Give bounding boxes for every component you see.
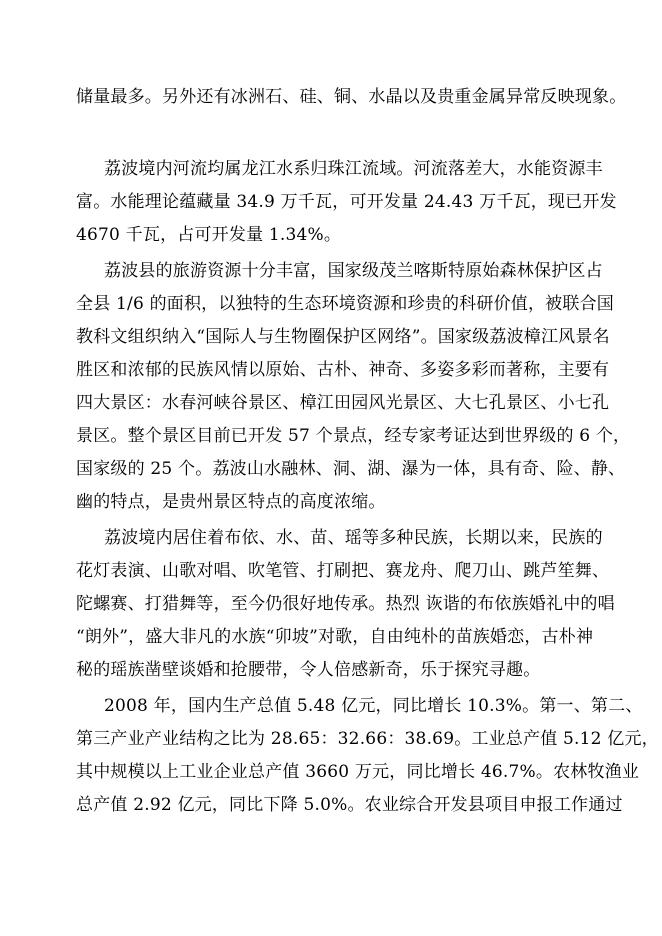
text-line: 全县 1/6 的面积，以独特的生态环境资源和珍贵的科研价值，被联合国 xyxy=(76,294,614,314)
text-line: 富。水能理论蕴藏量 34.9 万千瓦，可开发量 24.43 万千瓦，现已开发 xyxy=(76,192,617,212)
text-line: 幽的特点，是贵州景区特点的高度浓缩。 xyxy=(76,492,386,512)
text-line: 荔波境内河流均属龙江水系归珠江流域。河流落差大，水能资源丰 xyxy=(104,159,603,179)
text-line: 四大景区：水春河峡谷景区、樟江田园风光景区、大七孔景区、小七孔 xyxy=(76,393,610,413)
text-line: 胜区和浓郁的民族风情以原始、古朴、神奇、多姿多彩而著称，主要有 xyxy=(76,360,610,380)
text-line: 其中规模以上工业企业总产值 3660 万元，同比增长 46.7%。农林牧渔业 xyxy=(76,762,640,782)
text-line: 4670 千瓦，占可开发量 1.34%。 xyxy=(76,225,342,245)
text-line: 教科文组织纳入“国际人与生物圈保护区网络”。国家级荔波樟江风景名 xyxy=(76,327,610,347)
text-line: 2008 年，国内生产总值 5.48 亿元，同比增长 10.3%。第一、第二、 xyxy=(104,696,643,716)
text-line: 荔波境内居住着布依、水、苗、瑶等多种民族，长期以来，民族的 xyxy=(104,528,603,548)
text-line: 秘的瑶族凿壁谈婚和抢腰带，令人倍感新奇，乐于探究寻趣。 xyxy=(76,660,541,680)
text-line: 第三产业产业结构之比为 28.65：32.66：38.69。工业总产值 5.12 亿元， xyxy=(76,729,659,749)
text-line: “朗外”，盛大非凡的水族“卯坡”对歌，自由纯朴的苗族婚恋，古朴神 xyxy=(76,627,594,647)
text-line: 花灯表演、山歌对唱、吹笔管、打刷把、赛龙舟、爬刀山、跳芦笙舞、 xyxy=(76,561,610,581)
text-line: 景区。整个景区目前已开发 57 个景点，经专家考证达到世界级的 6 个， xyxy=(76,426,631,446)
text-line: 储量最多。另外还有冰洲石、硅、铜、水晶以及贵重金属异常反映现象。 xyxy=(76,87,627,107)
text-line: 国家级的 25 个。荔波山水融林、洞、湖、瀑为一体，具有奇、险、静、 xyxy=(76,459,626,479)
text-line: 陀螺赛、打猎舞等，至今仍很好地传承。热烈 诙谐的布依族婚礼中的唱 xyxy=(76,594,615,614)
text-line: 荔波县的旅游资源十分丰富，国家级茂兰喀斯特原始森林保护区占 xyxy=(104,261,603,281)
text-line: 总产值 2.92 亿元，同比下降 5.0%。农业综合开发县项目申报工作通过 xyxy=(76,795,623,815)
